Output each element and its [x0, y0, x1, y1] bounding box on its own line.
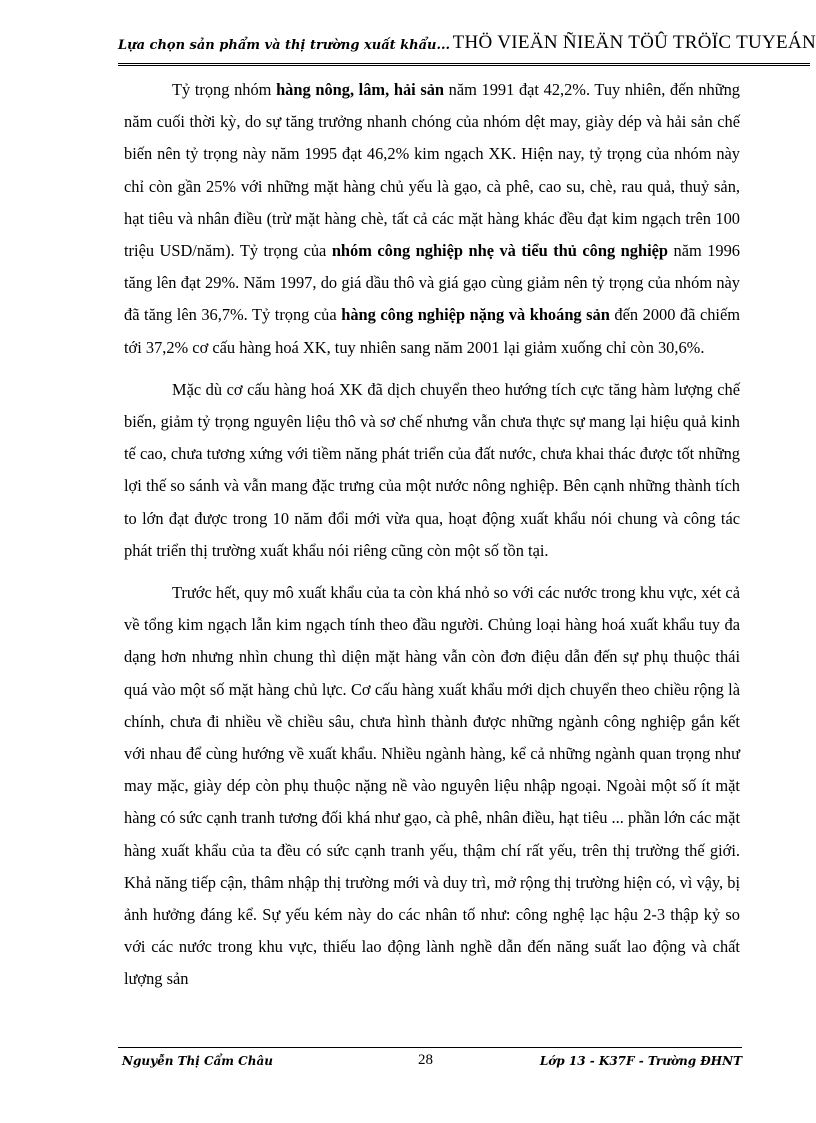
text-segment: Mặc dù cơ cấu hàng hoá XK đã dịch chuyển theo hướng tích cực tăng hàm lượng chế biến, giảm tỷ trọng nguyên liệu thô và sơ chế nhưng vẫn chưa thực sự mang lại hiệu quả kinh tế cao, chưa tương xứng với tiềm năng phát triển của đất nước, chưa khai thác được tốt những lợi thế so sánh và vẫn mang đặc trưng của một nước nông nghiệp. Bên cạnh những thành tích to lớn đạt được trong 10 năm đổi mới vừa qua, hoạt động xuất khẩu nói chung và công tác phát triển thị trường xuất khẩu nói riêng cũng còn một số tồn tại.	[124, 379, 740, 560]
footer-class-info: Lớp 13 - K37F - Trường ĐHNT	[539, 1054, 742, 1068]
footer-author: Nguyễn Thị Cẩm Châu	[122, 1054, 273, 1068]
text-segment: Trước hết, quy mô xuất khẩu của ta còn khá nhỏ so với các nước trong khu vực, xét cả về tổng kim ngạch lẫn kim ngạch tính theo đầu người. Chủng loại hàng hoá xuất khẩu tuy đa dạng hơn nhưng nhìn chung thì diện mặt hàng vẫn còn đơn điệu dẫn đến sự phụ thuộc thái quá vào một số mặt hàng chủ lực. Cơ cấu hàng xuất khẩu mới dịch chuyển theo chiều rộng là chính, chưa đi nhiều về chiều sâu, chưa hình thành được những ngành công nghiệp gắn kết với nhau để cùng hướng về xuất khẩu. Nhiều ngành hàng, kể cả những ngành quan trọng như may mặc, giày dép còn phụ thuộc nặng nề vào nguyên liệu nhập ngoại. Ngoài một số ít mặt hàng có sức cạnh tranh tương đối khá như gạo, cà phê, nhân điều, hạt tiêu ... phần lớn các mặt hàng xuất khẩu của ta đều có sức cạnh tranh yếu, thậm chí rất yếu, trên thị trường thế giới. Khả năng tiếp cận, thâm nhập thị trường mới và duy trì, mở rộng thị trường hiện có, vì vậy, bị ảnh hưởng đáng kể. Sự yếu kém này do các nhân tố như: công nghệ lạc hậu 2-3 thập kỷ so với các nước trong khu vực, thiếu lao động lành nghề dẫn đến năng suất lao động và chất lượng sản	[124, 583, 740, 989]
document-body	[124, 74, 740, 1006]
text-segment: năm 1991 đạt 42,2%. Tuy nhiên, đến những năm cuối thời kỳ, do sự tăng trưởng nhanh chóng của nhóm dệt may, giày dép và hải sản chế biến nên tỷ trọng này năm 1995 đạt 46,2% kim ngạch XK. Hiện nay, tỷ trọng của nhóm này chỉ còn gần 25% với những mặt hàng chủ yếu là gạo, cà phê, cao su, chè, rau quả, thuỷ sản, hạt tiêu và nhân điều (trừ mặt hàng chè, tất cả các mặt hàng khác đều đạt kim ngạch trên 100 triệu USD/năm). Tỷ trọng của	[124, 80, 740, 261]
bold-text-segment: hàng công nghiệp nặng và khoáng sản	[341, 305, 610, 325]
paragraph	[124, 577, 740, 996]
bold-text-segment: hàng nông, lâm, hải sản	[276, 80, 445, 99]
header-library-name: THÖ VIEÄN ÑIEÄN TÖÛ TRÖÏC TUYEÁN	[452, 32, 816, 53]
paragraph	[124, 74, 740, 364]
page-header	[118, 30, 816, 64]
header-rule	[118, 63, 810, 66]
footer-rule	[118, 1047, 742, 1048]
text-segment: đến 2000 đã chiếm tới 37,2% cơ cấu hàng hoá XK, tuy nhiên sang năm 2001 lại giảm xuống chỉ còn 30,6%.	[124, 305, 741, 357]
header-document-title: Lựa chọn sản phẩm và thị trường xuất khẩu...	[118, 38, 451, 53]
page-number: 28	[418, 1052, 433, 1068]
bold-text-segment: nhóm công nghiệp nhẹ và tiểu thủ công nghiệp	[331, 241, 669, 261]
text-segment: năm 1996 tăng lên đạt 29%. Năm 1997, do giá dầu thô và giá gạo cùng giảm nên tỷ trọng của nhóm này đã tăng lên 36,7%. Tỷ trọng của	[124, 241, 740, 325]
paragraph	[124, 374, 740, 567]
page-footer	[118, 1052, 742, 1074]
text-segment: Tỷ trọng nhóm	[172, 80, 277, 99]
